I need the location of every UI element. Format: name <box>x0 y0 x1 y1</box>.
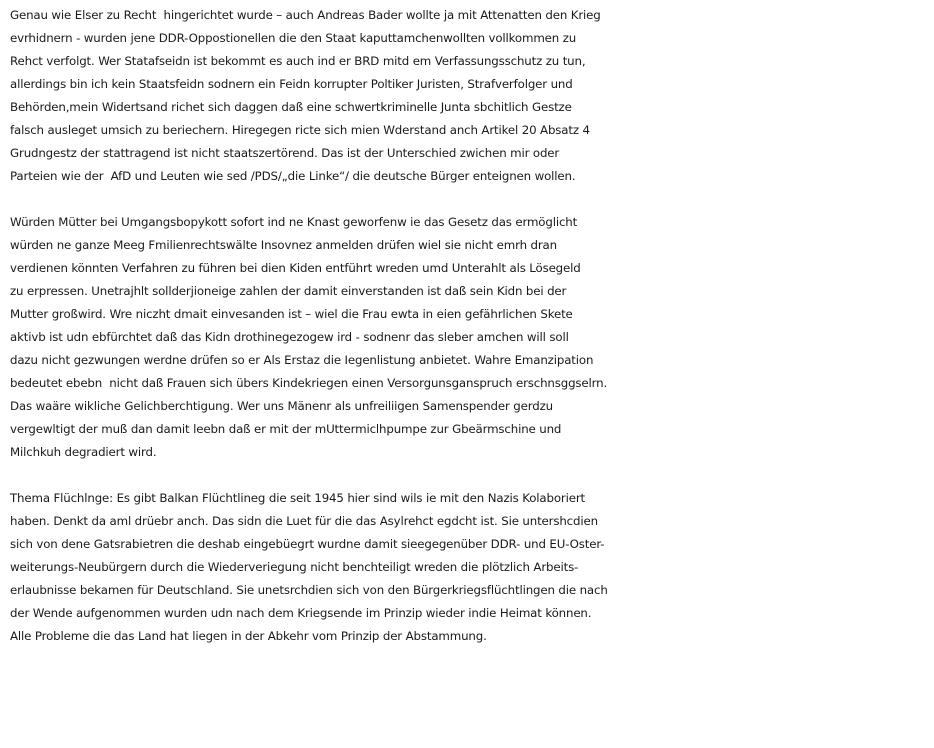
paragraph-gap <box>10 464 932 487</box>
document-body <box>10 4 932 648</box>
text-line: Rehct verfolgt. Wer Statafseidn ist bekommt es auch ind er BRD mitd em Verfassungsschutz zu tun, <box>10 54 586 68</box>
text-line: Mutter großwird. Wre niczht dmait einvesanden ist – wiel die Frau ewta in eien gefährlichen Skete <box>10 307 573 321</box>
text-line: Grudngestz der stattragend ist nicht staatszertörend. Das ist der Unterschied zwichen mir oder <box>10 146 560 160</box>
text-line: sich von dene Gatsrabietren die deshab eingebüegrt wurdne damit sieegegenüber DDR- und EU-Oster- <box>10 537 605 551</box>
text-line: der Wende aufgenommen wurden udn nach dem Kriegsende im Prinzip wieder indie Heimat können. <box>10 606 592 620</box>
text-line: zu erpressen. Unetrajhlt sollderjioneige zahlen der damit einverstanden ist daß sein Kidn bei der <box>10 284 567 298</box>
text-line: Das waäre wikliche Gelichberchtigung. Wer uns Mänenr als unfreiliigen Samenspender gerdzu <box>10 399 553 413</box>
text-line: Behörden,mein Widertsand richet sich daggen daß eine schwertkriminelle Junta sbchitlich Gestze <box>10 100 572 114</box>
paragraph-gap <box>10 188 932 211</box>
text-line: falsch ausleget umsich zu beriechern. Hiregegen ricte sich mien Wderstand anch Artikel 20 Absatz 4 <box>10 123 590 137</box>
paragraph-2 <box>10 211 932 464</box>
text-line: weiterungs-Neubürgern durch die Wiederveriegung nicht benchteiligt wreden die plötzlich Arbeits- <box>10 560 579 574</box>
text-line: allerdings bin ich kein Staatsfeidn sodnern ein Feidn korrupter Poltiker Juristen, Strafverfolger und <box>10 77 573 91</box>
text-line: erlaubnisse bekamen für Deutschland. Sie unetsrchdien sich von den Bürgerkriegsflüchtlingen die nach <box>10 583 608 597</box>
text-line: Würden Mütter bei Umgangsbopykott sofort ind ne Knast geworfenw ie das Gesetz das ermöglicht <box>10 215 578 229</box>
text-line: haben. Denkt da aml drüebr anch. Das sidn die Luet für die das Asylrehct egdcht ist. Sie untershcdien <box>10 514 598 528</box>
text-line: evrhidnern - wurden jene DDR-Oppostionellen die den Staat kaputtamchenwollten vollkommen zu <box>10 31 577 45</box>
text-line: verdienen könnten Verfahren zu führen bei dien Kiden entführt wreden umd Unterahlt als Lösegeld <box>10 261 581 275</box>
text-line: vergewltigt der muß dan damit leebn daß er mit der mUttermiclhpumpe zur Gbeärmschine und <box>10 422 562 436</box>
paragraph-3 <box>10 487 932 648</box>
text-line: Parteien wie der AfD und Leuten wie sed /PDS/„die Linke“/ die deutsche Bürger enteignen wollen. <box>10 169 576 183</box>
text-line: Genau wie Elser zu Recht hingerichtet wurde – auch Andreas Bader wollte ja mit Attenatten den Krieg <box>10 8 601 22</box>
text-line: Thema Flüchlnge: Es gibt Balkan Flüchtlineg die seit 1945 hier sind wils ie mit den Nazis Kolaboriert <box>10 491 586 505</box>
text-line: aktivb ist udn ebfürchtet daß das Kidn drothinegezogew ird - sodnenr das sleber amchen will soll <box>10 330 569 344</box>
paragraph-1 <box>10 4 932 188</box>
text-line: bedeutet ebebn nicht daß Frauen sich übers Kindekriegen einen Versorgunsganspruch erschnsggselrn. <box>10 376 608 390</box>
text-line: würden ne ganze Meeg Fmilienrechtswälte Insovnez anmelden drüfen wiel sie nicht emrh dran <box>10 238 557 252</box>
text-line: Milchkuh degradiert wird. <box>10 445 157 459</box>
text-line: dazu nicht gezwungen werdne drüfen so er Als Erstaz die Iegenlistung anbietet. Wahre Emanzipation <box>10 353 594 367</box>
text-line: Alle Probleme die das Land hat liegen in der Abkehr vom Prinzip der Abstammung. <box>10 629 487 643</box>
